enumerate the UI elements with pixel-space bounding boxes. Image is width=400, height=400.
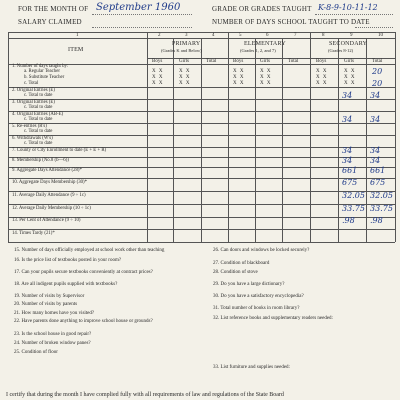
row-label: 6. Withdrawals (W's) [12, 136, 53, 141]
row-total-value: 32.05 [370, 191, 393, 200]
salary-label: SALARY CLAIMED [18, 18, 82, 26]
row-total-value: 33.75 [370, 204, 393, 213]
col-num: 1 [76, 33, 79, 38]
blocked-cell-mark: X X [316, 81, 328, 86]
blocked-cell-mark: X X [233, 75, 245, 80]
row-label: c. Total to date [24, 117, 53, 122]
question-item: 24. Number of broken window panes? [14, 341, 91, 346]
item-header: ITEM [68, 47, 84, 53]
blocked-cell-mark: X X [179, 75, 191, 80]
group-elementary: ELEMENTARY [244, 41, 286, 47]
row-label: 7. County or City Enrollment to date (E + E + R) [12, 148, 107, 153]
col-num: 5 [239, 33, 242, 38]
row-label: 14. Times Tardy (21)* [12, 231, 55, 236]
row-label: 1. Number of days taught by: [12, 64, 69, 69]
row-total-value: .98 [370, 216, 383, 225]
col-num: 10 [378, 33, 383, 38]
col-num: 2 [158, 33, 161, 38]
group-secondary-sub: (Grades 8-12) [328, 48, 354, 53]
question-item: 21. How many homes have you visited? [14, 311, 95, 316]
question-item: 25. Condition of floor [14, 350, 58, 355]
row-label: 11. Average Daily Attendance (9 ÷ 1c) [12, 193, 86, 198]
row-label: 9. Aggregate Days Attendance (28)* [12, 168, 82, 173]
row-label: 5. Re-entries (R's) [12, 124, 47, 129]
col-num: 3 [185, 33, 188, 38]
row-label: 4. Original Entries (AB-E) [12, 112, 64, 117]
month-value: September 1960 [96, 2, 181, 13]
row-label: a. Regular Teacher [24, 69, 60, 74]
row-total-value: 661 [370, 166, 386, 175]
col-num: 8 [322, 33, 325, 38]
month-label: FOR THE MONTH OF [18, 5, 89, 13]
row-total-value: 34 [370, 156, 381, 165]
blocked-cell-mark: X X [260, 81, 272, 86]
row-label: 12. Average Daily Membership (10 ÷ 1c) [12, 206, 91, 211]
row-label: c. Total to date [24, 93, 53, 98]
row-value: 34 [342, 115, 353, 124]
row-label: c. Total [24, 81, 39, 86]
row-value: .98 [342, 216, 355, 225]
group-elementary-sub: (Grades 1, 2, and 7) [240, 48, 276, 53]
question-item: 29. Do you have a large dictionary? [213, 282, 285, 287]
question-item: 31. Total number of books in room library? [213, 306, 300, 311]
question-item: 33. List furniture and supplies needed: [213, 365, 290, 370]
blocked-cell-mark: X X [179, 69, 191, 74]
question-item: 16. Is the price list of textbooks posted in your room? [14, 258, 122, 263]
subcol: Total [372, 59, 383, 64]
col-num: 4 [212, 33, 215, 38]
blocked-cell-mark: X X [233, 81, 245, 86]
row-total-value: 675 [370, 178, 386, 187]
row-value: 675 [342, 178, 358, 187]
row-total-value: 34 [370, 115, 381, 124]
subcol: Boys [152, 59, 163, 64]
group-secondary: SECONDARY [329, 41, 368, 47]
row-value: 32.05 [342, 191, 365, 200]
blocked-cell-mark: X X [152, 69, 164, 74]
subcol: Girls [260, 59, 270, 64]
row-label: 8. Membership (No.8 (b—6)) [12, 158, 69, 163]
question-item: 32. List reference books and supplementary readers needed: [213, 316, 333, 321]
blocked-cell-mark: X X [152, 75, 164, 80]
col-num: 6 [266, 33, 269, 38]
question-item: 27. Condition of blackboard [213, 261, 270, 266]
question-item: 28. Condition of stove [213, 270, 258, 275]
row-label: c. Total to date [24, 129, 53, 134]
blocked-cell-mark: X X [152, 81, 164, 86]
question-item: 26. Can doors and windows be locked securely? [213, 248, 310, 253]
question-item: 19. Number of visits by Supervisor [14, 294, 85, 299]
row-value: 34 [342, 156, 353, 165]
question-item: 15. Number of days officially employed at school work other than teaching [14, 248, 165, 253]
question-item: 18. Are all indigent pupils supplied with textbooks? [14, 282, 118, 287]
blocked-cell-mark: X X [260, 75, 272, 80]
grades-label: GRADE OR GRADES TAUGHT [212, 5, 312, 13]
certification-text: I certify that during the month I have complied fully with all requirements of law and regulations of the State Board [6, 392, 284, 398]
row-total-value: 34 [370, 91, 381, 100]
row-value: 20 [372, 79, 383, 88]
subcol: Total [288, 59, 299, 64]
group-primary: PRIMARY [172, 41, 201, 47]
subcol: Total [206, 59, 217, 64]
question-item: 30. Do you have a satisfactory encyclopedia? [213, 294, 304, 299]
group-primary-sub: (Grades K and Below) [161, 48, 202, 53]
row-label: c. Total to date [24, 105, 53, 110]
question-item: 17. Can your pupils secure textbooks conveniently at contract prices? [14, 270, 153, 275]
blocked-cell-mark: X X [316, 75, 328, 80]
blocked-cell-mark: X X [344, 81, 356, 86]
question-item: 23. Is the school house in good repair? [14, 332, 92, 337]
blocked-cell-mark: X X [316, 69, 328, 74]
row-value: 34 [342, 146, 353, 155]
row-label: c. Total to date [24, 141, 53, 146]
blocked-cell-mark: X X [179, 81, 191, 86]
blocked-cell-mark: X X [233, 69, 245, 74]
blocked-cell-mark: X X [344, 69, 356, 74]
row-label: 13. Per Cent of Attendance (9 ÷ 10) [12, 218, 81, 223]
col-num: 9 [350, 33, 353, 38]
col-num: 7 [294, 33, 297, 38]
row-value: 34 [342, 91, 353, 100]
row-label: 2. Original Entries (E) [12, 88, 55, 93]
grades-value: K-8-9-10-11-12 [318, 3, 378, 12]
row-value: 33.75 [342, 204, 365, 213]
blocked-cell-mark: X X [260, 69, 272, 74]
subcol: Girls [179, 59, 189, 64]
row-value: 661 [342, 166, 358, 175]
days-label: NUMBER OF DAYS SCHOOL TAUGHT TO DATE [212, 18, 370, 26]
subcol: Boys [233, 59, 244, 64]
row-label: b. Substitute Teacher [24, 75, 65, 80]
subcol: Boys [316, 59, 327, 64]
row-value: 20 [372, 67, 383, 76]
row-total-value: 34 [370, 146, 381, 155]
row-label: 10. Aggregate Days Membership (30)* [12, 180, 88, 185]
subcol: Girls [344, 59, 354, 64]
blocked-cell-mark: X X [344, 75, 356, 80]
question-item: 20. Number of visits by parents [14, 302, 78, 307]
row-label: 3. Original Entries (E) [12, 100, 55, 105]
question-item: 22. Have parents done anything to improve school house or grounds? [14, 319, 153, 324]
